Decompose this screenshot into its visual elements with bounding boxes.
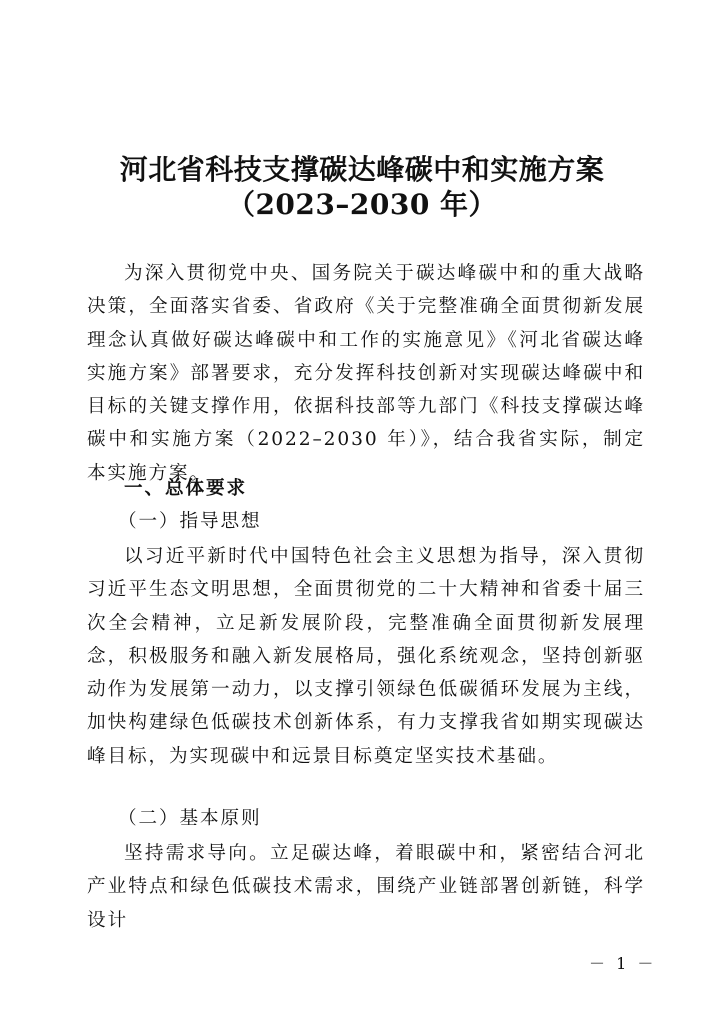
subsection-heading-basic-principles: （二）基本原则: [118, 808, 262, 829]
basic-principles-paragraph: 坚持需求导向。立足碳达峰，着眼碳中和，紧密结合河北产业特点和绿色低碳技术需求，围绕产业链部署创新链，科学设计: [87, 843, 645, 931]
intro-paragraph: 为深入贯彻党中央、国务院关于碳达峰碳中和的重大战略决策，全面落实省委、省政府《关于完整准确全面贯彻新发展理念认真做好碳达峰碳中和工作的实施意见》《河北省碳达峰实施方案》部署要求，充分发挥科技创新对实现碳达峰碳中和目标的关键支撑作用，依据科技部等九部门《科技支撑碳达峰碳中和实施方案（2022–2030 年）》，结合我省实际，制定本实施方案。: [87, 263, 645, 484]
document-subtitle-years: （2023–2030 年）: [226, 188, 498, 221]
document-title: 河北省科技支撑碳达峰碳中和实施方案: [119, 153, 605, 186]
subsection-heading-guiding-ideology: （一）指导思想: [118, 511, 262, 532]
page-number: － 1 －: [589, 954, 657, 973]
guiding-ideology-paragraph: 以习近平新时代中国特色社会主义思想为指导，深入贯彻习近平生态文明思想，全面贯彻党的二十大精神和省委十届三次全会精神，立足新发展阶段，完整准确全面贯彻新发展理念，积极服务和融入新发展格局，强化系统观念，坚持创新驱动作为发展第一动力，以支撑引领绿色低碳循环发展为主线，加快构建绿色低碳技术创新体系，有力支撑我省如期实现碳达峰目标，为实现碳中和远景目标奠定坚实技术基础。: [87, 546, 645, 767]
section-heading-general-requirements: 一、总体要求: [124, 478, 247, 499]
